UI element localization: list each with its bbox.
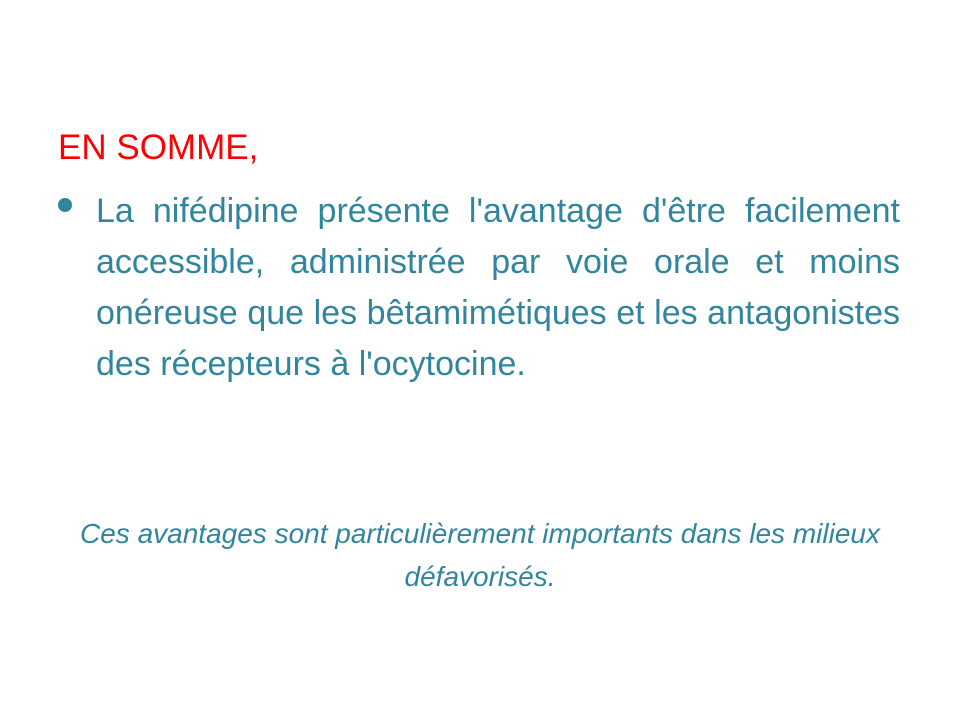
summary-note: Ces avantages sont particulièrement importants dans les milieux défavorisés.	[80, 518, 880, 592]
bullet-text: La nifédipine présente l'avantage d'être facilement accessible, administrée par voie orale et moins onéreuse que les bêtamimétiques et les antagonistes des récepteurs à l'ocytocine.	[96, 192, 900, 383]
slide-heading: EN SOMME,	[58, 128, 259, 167]
bullet-dot-icon	[58, 198, 72, 212]
